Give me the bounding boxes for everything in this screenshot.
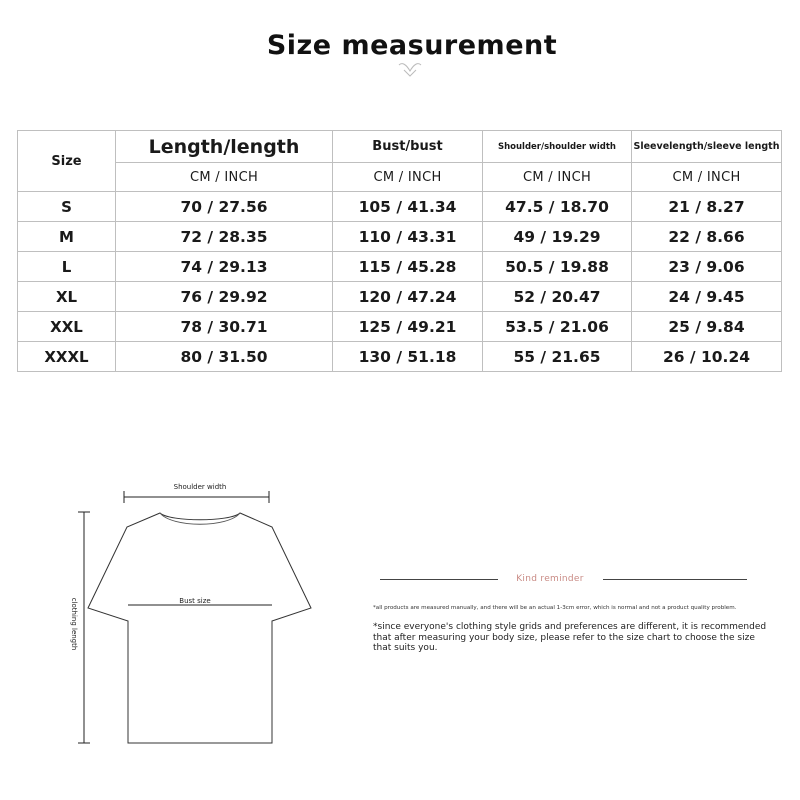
shoulder-cell: 50.5 / 19.88	[483, 252, 632, 282]
size-cell: M	[18, 222, 116, 252]
length-cell: 76 / 29.92	[116, 282, 333, 312]
bust-cell: 125 / 49.21	[333, 312, 483, 342]
bust-column-header: Bust/bust	[333, 131, 483, 163]
bust-unit-header: CM / INCH	[333, 163, 483, 192]
bust-size-label: Bust size	[179, 597, 211, 605]
kind-reminder-heading: Kind reminder	[516, 574, 584, 584]
tshirt-outline	[88, 513, 311, 743]
page-title: Size measurement	[266, 30, 558, 61]
sleeve-unit-header: CM / INCH	[632, 163, 782, 192]
shoulder-unit-header: CM / INCH	[483, 163, 632, 192]
length-cell: 72 / 28.35	[116, 222, 333, 252]
shoulder-cell: 52 / 20.47	[483, 282, 632, 312]
sleeve-cell: 23 / 9.06	[632, 252, 782, 282]
size-cell: XXXL	[18, 342, 116, 372]
size-cell: L	[18, 252, 116, 282]
shoulder-cell: 53.5 / 21.06	[483, 312, 632, 342]
size-column-header: Size	[18, 131, 116, 192]
size-cell: XL	[18, 282, 116, 312]
size-cell: XXL	[18, 312, 116, 342]
shoulder-width-measure	[124, 491, 269, 503]
length-cell: 74 / 29.13	[116, 252, 333, 282]
shoulder-cell: 49 / 19.29	[483, 222, 632, 252]
bust-cell: 110 / 43.31	[333, 222, 483, 252]
reminder-divider-right	[603, 579, 747, 580]
length-unit-header: CM / INCH	[116, 163, 333, 192]
shoulder-column-header: Shoulder/shoulder width	[483, 131, 632, 163]
bust-cell: 130 / 51.18	[333, 342, 483, 372]
size-advice-note: *since everyone's clothing style grids and preferences are different, it is recommended that after measuring your body size, please refer to the size chart to choose the size that suits you.	[373, 622, 767, 653]
sleeve-column-header: Sleevelength/sleeve length	[632, 131, 782, 163]
shoulder-cell: 47.5 / 18.70	[483, 192, 632, 222]
clothing-length-label: clothing length	[70, 597, 78, 651]
bust-cell: 115 / 45.28	[333, 252, 483, 282]
bust-cell: 105 / 41.34	[333, 192, 483, 222]
reminder-divider-left	[380, 579, 498, 580]
sleeve-cell: 24 / 9.45	[632, 282, 782, 312]
sleeve-cell: 26 / 10.24	[632, 342, 782, 372]
sleeve-cell: 25 / 9.84	[632, 312, 782, 342]
clothing-length-measure	[78, 512, 90, 743]
bust-cell: 120 / 47.24	[333, 282, 483, 312]
length-cell: 78 / 30.71	[116, 312, 333, 342]
sleeve-cell: 21 / 8.27	[632, 192, 782, 222]
length-cell: 80 / 31.50	[116, 342, 333, 372]
length-cell: 70 / 27.56	[116, 192, 333, 222]
shoulder-width-label: Shoulder width	[173, 483, 227, 491]
size-cell: S	[18, 192, 116, 222]
measurement-error-note: *all products are measured manually, and there will be an actual 1-3cm error, which is normal and not a product quality problem.	[373, 605, 737, 611]
shoulder-cell: 55 / 21.65	[483, 342, 632, 372]
length-column-header: Length/length	[116, 131, 333, 163]
sleeve-cell: 22 / 8.66	[632, 222, 782, 252]
